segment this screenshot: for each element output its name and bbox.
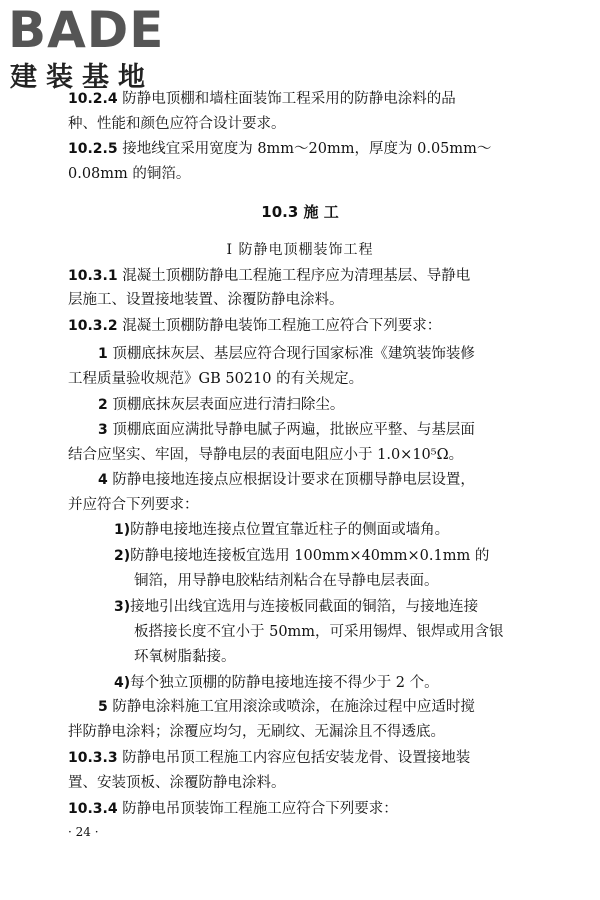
line-text: 并应符合下列要求：: [68, 497, 199, 513]
paragraph-line: [68, 369, 363, 389]
sub-item-text: 防静电接地连接板宜选用 100mm×40mm×0.1mm 的: [130, 548, 490, 564]
paragraph-line: [68, 114, 286, 134]
item-number: 5: [98, 699, 108, 715]
list-item-4: [98, 470, 475, 490]
clause-10-3-4: [68, 799, 398, 819]
list-item-5: [98, 697, 475, 717]
clause-text: 防静电吊顶装饰工程施工应符合下列要求：: [117, 801, 398, 817]
line-text: 结合应坚实、牢固，导静电层的表面电阻应小于 1.0×10⁵Ω。: [68, 447, 464, 463]
item-number: 3: [98, 422, 108, 438]
paragraph-line: [68, 722, 445, 742]
item-number: 4: [98, 472, 108, 488]
paragraph-line: [68, 164, 190, 184]
paragraph-line: [68, 773, 286, 793]
sub-item-text: 接地引出线宜选用与连接板同截面的铜箔，与接地连接: [130, 599, 479, 615]
clause-text: 接地线宜采用宽度为 8mm～20mm，厚度为 0.05mm～: [117, 141, 492, 157]
logo-brand: BADE: [8, 1, 165, 59]
clause-text: 混凝土顶棚防静电装饰工程施工应符合下列要求：: [117, 318, 442, 334]
paragraph-line: [68, 445, 463, 465]
sub-item-number: 3): [114, 599, 131, 615]
sub-item-2: [114, 546, 489, 566]
clause-10-2-5: [68, 139, 491, 159]
clause-number: 10.2.4: [68, 91, 118, 107]
clause-number: 10.3.4: [68, 801, 118, 817]
subsection-title: Ⅰ 防静电顶棚装饰工程: [226, 242, 374, 258]
sub-item-4: [114, 673, 439, 693]
clause-number: 10.3.2: [68, 318, 118, 334]
page-number: · 24 ·: [68, 825, 99, 839]
sub-item-3: [114, 597, 478, 617]
sub-item-number: 1): [114, 522, 131, 538]
line-text: 拌防静电涂料；涂覆应均匀，无刷纹、无漏涂且不得透底。: [68, 724, 445, 740]
line-text: 环氧树脂黏接。: [134, 649, 236, 665]
item-text: 顶棚底面应满批导静电腻子两遍，批嵌应平整、与基层面: [107, 422, 475, 438]
paragraph-line: [134, 647, 236, 667]
sub-item-1: [114, 520, 449, 540]
paragraph-line: [68, 495, 199, 515]
clause-10-3-2: [68, 316, 441, 336]
item-number: 2: [98, 397, 108, 413]
paragraph-line: [68, 290, 344, 310]
sub-item-text: 防静电接地连接点位置宜靠近柱子的侧面或墙角。: [130, 522, 450, 538]
line-text: 置、安装顶板、涂覆防静电涂料。: [68, 775, 286, 791]
item-text: 顶棚底抹灰层、基层应符合现行国家标准《建筑装饰装修: [107, 346, 475, 362]
clause-text: 混凝土顶棚防静电工程施工程序应为清理基层、导静电: [117, 268, 471, 284]
clause-10-3-1: [68, 266, 470, 286]
item-text: 顶棚底抹灰层表面应进行清扫除尘。: [107, 397, 345, 413]
line-text: 种、性能和颜色应符合设计要求。: [68, 116, 286, 132]
item-text: 防静电接地连接点应根据设计要求在顶棚导静电层设置，: [107, 472, 475, 488]
item-number: 1: [98, 346, 108, 362]
clause-text: 防静电吊顶工程施工内容应包括安装龙骨、设置接地装: [117, 750, 471, 766]
list-item-1: [98, 344, 475, 364]
paragraph-line: [134, 571, 439, 591]
list-item-3: [98, 420, 475, 440]
clause-number: 10.2.5: [68, 141, 118, 157]
sub-item-number: 2): [114, 548, 131, 564]
clause-10-2-4: [68, 89, 456, 109]
paragraph-line: [134, 622, 504, 642]
line-text: 层施工、设置接地装置、涂覆防静电涂料。: [68, 292, 344, 308]
line-text: 工程质量验收规范》GB 50210 的有关规定。: [68, 371, 364, 387]
line-text: 板搭接长度不宜小于 50mm，可采用锡焊、银焊或用含银: [134, 624, 504, 640]
list-item-2: [98, 395, 344, 415]
clause-number: 10.3.3: [68, 750, 118, 766]
logo-tagline: 建装基地: [10, 62, 154, 93]
bade-logo: [8, 1, 178, 96]
section-title: 10.3 施 工: [261, 203, 339, 221]
item-text: 防静电涂料施工宜用滚涂或喷涂，在施涂过程中应适时搅: [107, 699, 475, 715]
clause-10-3-3: [68, 748, 470, 768]
sub-item-text: 每个独立顶棚的防静电接地连接不得少于 2 个。: [130, 675, 439, 691]
line-text: 铜箔，用导静电胶粘结剂粘合在导静电层表面。: [134, 573, 439, 589]
clause-number: 10.3.1: [68, 268, 118, 284]
clause-text: 防静电顶棚和墙柱面装饰工程采用的防静电涂料的品: [117, 91, 456, 107]
sub-item-number: 4): [114, 675, 131, 691]
line-text: 0.08mm 的铜箔。: [68, 166, 191, 182]
